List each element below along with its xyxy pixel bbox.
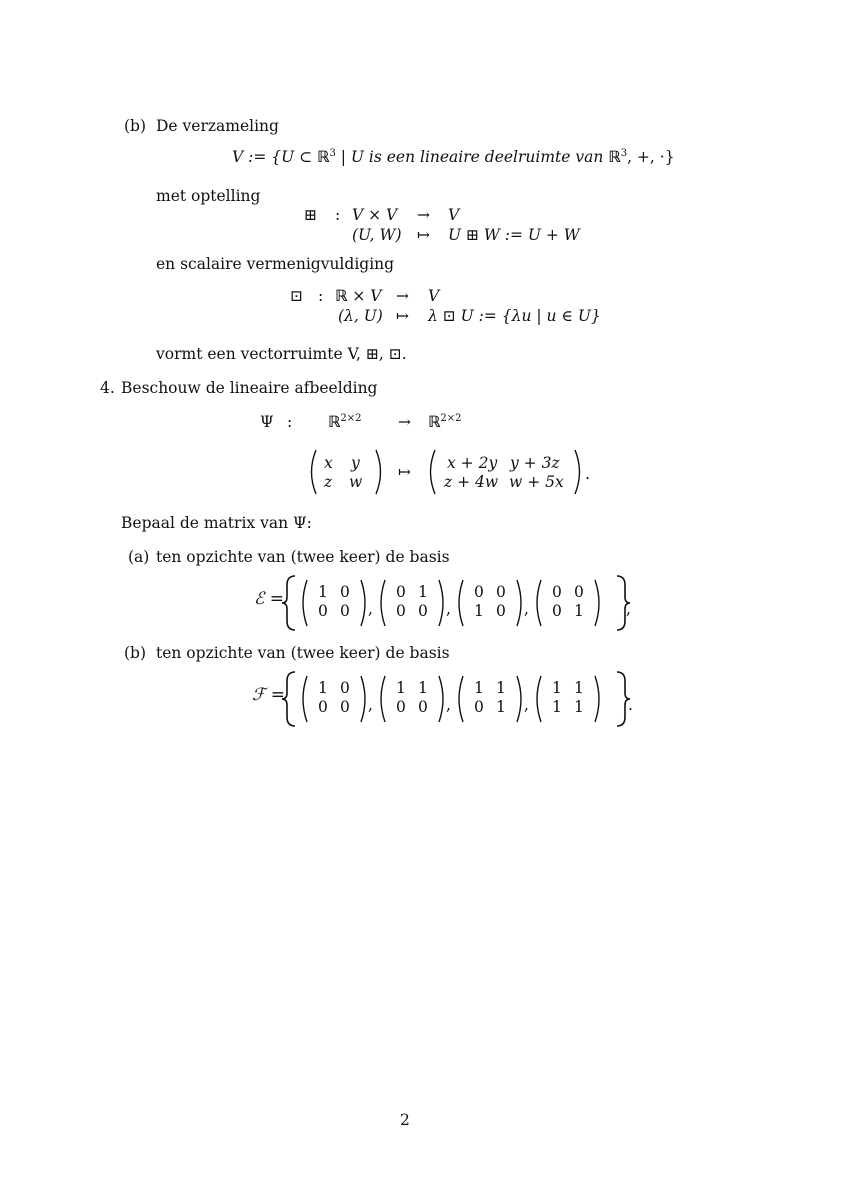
basis-e-cell: 0 xyxy=(418,602,428,620)
scalar-label: en scalaire vermenigvuldiging xyxy=(156,255,395,273)
basis-e-cell: 1 xyxy=(418,583,428,601)
basis-e-cell: 0 xyxy=(574,583,584,601)
mul-codomain: V xyxy=(428,287,440,305)
basis-e-comma: , xyxy=(368,600,373,618)
mul-operator: ⊡ xyxy=(290,287,303,305)
add-colon: : xyxy=(335,206,341,224)
basis-f-cell: 1 xyxy=(474,679,484,697)
basis-f-comma: , xyxy=(446,696,451,714)
add-codomain: V xyxy=(448,206,460,224)
add-domain: V × V xyxy=(352,206,398,224)
basis-f-cell: 0 xyxy=(340,698,350,716)
part-b-label: (b) xyxy=(124,117,147,135)
psi-codomain: ℝ$^{2\times 2}$ xyxy=(428,413,462,432)
input-matrix-cell: x xyxy=(324,454,333,472)
psi-colon: : xyxy=(287,413,293,431)
basis-f-comma: , xyxy=(524,696,529,714)
input-matrix-cell: z xyxy=(324,473,333,491)
basis-e-cell: 1 xyxy=(574,602,584,620)
output-matrix-cell: y + 3z xyxy=(510,454,560,472)
basis-e-cell: 0 xyxy=(496,583,506,601)
mul-result: λ ⊡ U := {λu | u ∈ U} xyxy=(428,307,601,325)
basis-f-cell: 0 xyxy=(318,698,328,716)
basis-e-cell: 0 xyxy=(396,583,406,601)
basis-f-cell: 0 xyxy=(396,698,406,716)
question-intro: Beschouw de lineaire afbeelding xyxy=(121,379,378,397)
basis-f-cell: 1 xyxy=(552,698,562,716)
psi-arrow: → xyxy=(398,413,411,431)
basis-f-cell: 1 xyxy=(574,698,584,716)
mul-arrow: → xyxy=(396,287,409,305)
basis-e-end: , xyxy=(626,600,631,618)
add-arrow: → xyxy=(417,206,430,224)
sub-a-text: ten opzichte van (twee keer) de basis xyxy=(156,548,450,566)
basis-e-comma: , xyxy=(524,600,529,618)
psi-mapsto: ↦ xyxy=(398,463,411,481)
basis-e-cell: 0 xyxy=(474,583,484,601)
psi-domain: ℝ$^{2\times 2}$ xyxy=(328,413,362,432)
page-number: 2 xyxy=(400,1111,410,1129)
basis-f-comma: , xyxy=(368,696,373,714)
basis-e-cell: 0 xyxy=(396,602,406,620)
input-matrix-cell: w xyxy=(349,473,363,491)
input-matrix-cell: y xyxy=(351,454,360,472)
output-end-dot: . xyxy=(585,465,590,483)
basis-f-cell: 1 xyxy=(496,679,506,697)
basis-f-cell: 0 xyxy=(474,698,484,716)
basis-e-symbol: ℰ = xyxy=(254,589,284,609)
basis-e-cell: 0 xyxy=(340,602,350,620)
basis-e-cell: 0 xyxy=(552,583,562,601)
part-b-intro: De verzameling xyxy=(156,117,279,135)
mul-domain: ℝ × V xyxy=(335,287,382,305)
output-matrix-cell: z + 4w xyxy=(444,473,499,491)
basis-f-cell: 1 xyxy=(552,679,562,697)
sub-a-label: (a) xyxy=(128,548,150,566)
basis-e-cell: 1 xyxy=(318,583,328,601)
basis-f-cell: 1 xyxy=(396,679,406,697)
add-argument: (U, W) xyxy=(352,226,402,244)
sub-b-text: ten opzichte van (twee keer) de basis xyxy=(156,644,450,662)
add-result: U ⊞ W := U + W xyxy=(448,226,580,244)
basis-f-cell: 0 xyxy=(418,698,428,716)
basis-e-comma: , xyxy=(446,600,451,618)
basis-e-cell: 0 xyxy=(552,602,562,620)
basis-e-cell: 1 xyxy=(474,602,484,620)
output-matrix-cell: x + 2y xyxy=(447,454,498,472)
task-text: Bepaal de matrix van Ψ: xyxy=(121,514,312,532)
input-matrix-parens xyxy=(306,448,386,496)
basis-f-cell: 1 xyxy=(574,679,584,697)
psi-symbol: Ψ xyxy=(260,413,274,431)
basis-f-end: . xyxy=(628,696,633,714)
basis-f-cell: 0 xyxy=(340,679,350,697)
vectorspace-conclusion: vormt een vectorruimte V, ⊞, ⊡. xyxy=(156,345,407,363)
set-definition: V := {U ⊂ ℝ$^3$ | U is een lineaire deelruimte van ℝ$^3$, +, ·} xyxy=(232,148,675,167)
question-number: 4. xyxy=(100,379,115,397)
basis-e-cell: 0 xyxy=(340,583,350,601)
basis-f-cell: 1 xyxy=(318,679,328,697)
output-matrix-cell: w + 5x xyxy=(509,473,564,491)
basis-f-symbol: ℱ = xyxy=(252,685,286,705)
basis-e-cell: 0 xyxy=(318,602,328,620)
addition-label: met optelling xyxy=(156,187,261,205)
mul-argument: (λ, U) xyxy=(338,307,383,325)
add-mapsto: ↦ xyxy=(417,226,430,244)
sub-b-label: (b) xyxy=(124,644,147,662)
mul-mapsto: ↦ xyxy=(396,307,409,325)
basis-f-cell: 1 xyxy=(418,679,428,697)
mul-colon: : xyxy=(318,287,324,305)
basis-f-cell: 1 xyxy=(496,698,506,716)
add-operator: ⊞ xyxy=(304,206,317,224)
basis-e-cell: 0 xyxy=(496,602,506,620)
